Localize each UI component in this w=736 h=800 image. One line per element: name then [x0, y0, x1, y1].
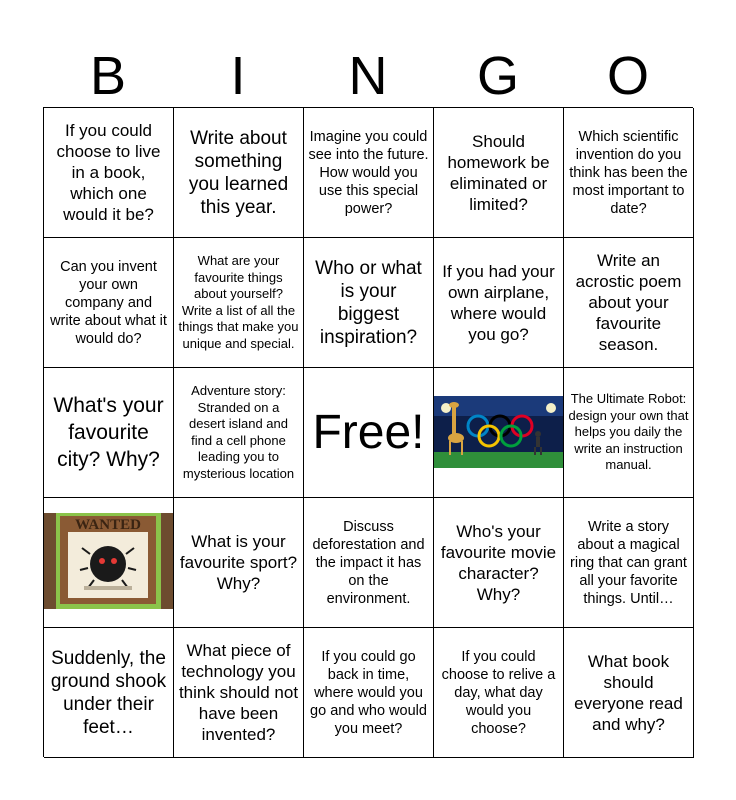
bingo-cell[interactable]: Imagine you could see into the future. How would you use this special power? — [304, 108, 434, 238]
bingo-cell[interactable]: If you had your own airplane, where would you go? — [434, 238, 564, 368]
bingo-cell[interactable]: Write an acrostic poem about your favourite season. — [564, 238, 694, 368]
header-letter-o: O — [606, 46, 649, 106]
bingo-cell[interactable]: If you could go back in time, where would you go and who would you meet? — [304, 628, 434, 758]
bingo-cell[interactable]: What is your favourite sport? Why? — [174, 498, 304, 628]
bingo-cell[interactable]: Who's your favourite movie character? Why? — [434, 498, 564, 628]
bingo-cell[interactable]: What's your favourite city? Why? — [44, 368, 174, 498]
header-letter-g: G — [476, 46, 519, 106]
bingo-cell[interactable]: If you could choose to live in a book, which one would it be? — [44, 108, 174, 238]
bingo-cell[interactable]: What are your favourite things about yourself? Write a list of all the things that make you unique and special. — [174, 238, 304, 368]
bingo-cell-wanted-image[interactable] — [44, 498, 174, 628]
bingo-cell[interactable]: Which scientific invention do you think has been the most important to date? — [564, 108, 694, 238]
free-cell[interactable]: Free! — [304, 368, 434, 498]
bingo-cell[interactable]: Can you invent your own company and write about what it would do? — [44, 238, 174, 368]
bingo-cell[interactable]: Suddenly, the ground shook under their feet… — [44, 628, 174, 758]
wanted-sign-text: WANTED — [75, 517, 141, 533]
bingo-cell[interactable]: Who or what is your biggest inspiration? — [304, 238, 434, 368]
olympics-giraffe-image — [434, 368, 563, 497]
bingo-cell[interactable]: Write about something you learned this year. — [174, 108, 304, 238]
header-letter-b: B — [89, 46, 127, 106]
bingo-header — [43, 46, 693, 106]
bingo-cell[interactable]: Discuss deforestation and the impact it has on the environment. — [304, 498, 434, 628]
bingo-cell[interactable]: If you could choose to relive a day, what day would you choose? — [434, 628, 564, 758]
bingo-grid — [43, 107, 693, 757]
bingo-cell[interactable]: Adventure story: Stranded on a desert island and find a cell phone leading you to mysterious location — [174, 368, 304, 498]
bingo-cell[interactable]: The Ultimate Robot: design your own that helps you daily the write an instruction manual. — [564, 368, 694, 498]
bingo-cell[interactable]: What piece of technology you think should not have been invented? — [174, 628, 304, 758]
bingo-cell[interactable]: Write a story about a magical ring that can grant all your favorite things. Until… — [564, 498, 694, 628]
bingo-cell-olympics-image[interactable] — [434, 368, 564, 498]
header-letter-n: N — [348, 46, 388, 106]
bingo-cell[interactable]: What book should everyone read and why? — [564, 628, 694, 758]
wanted-poster-image — [44, 498, 173, 627]
header-letter-i: I — [230, 46, 246, 106]
bingo-cell[interactable]: Should homework be eliminated or limited? — [434, 108, 564, 238]
